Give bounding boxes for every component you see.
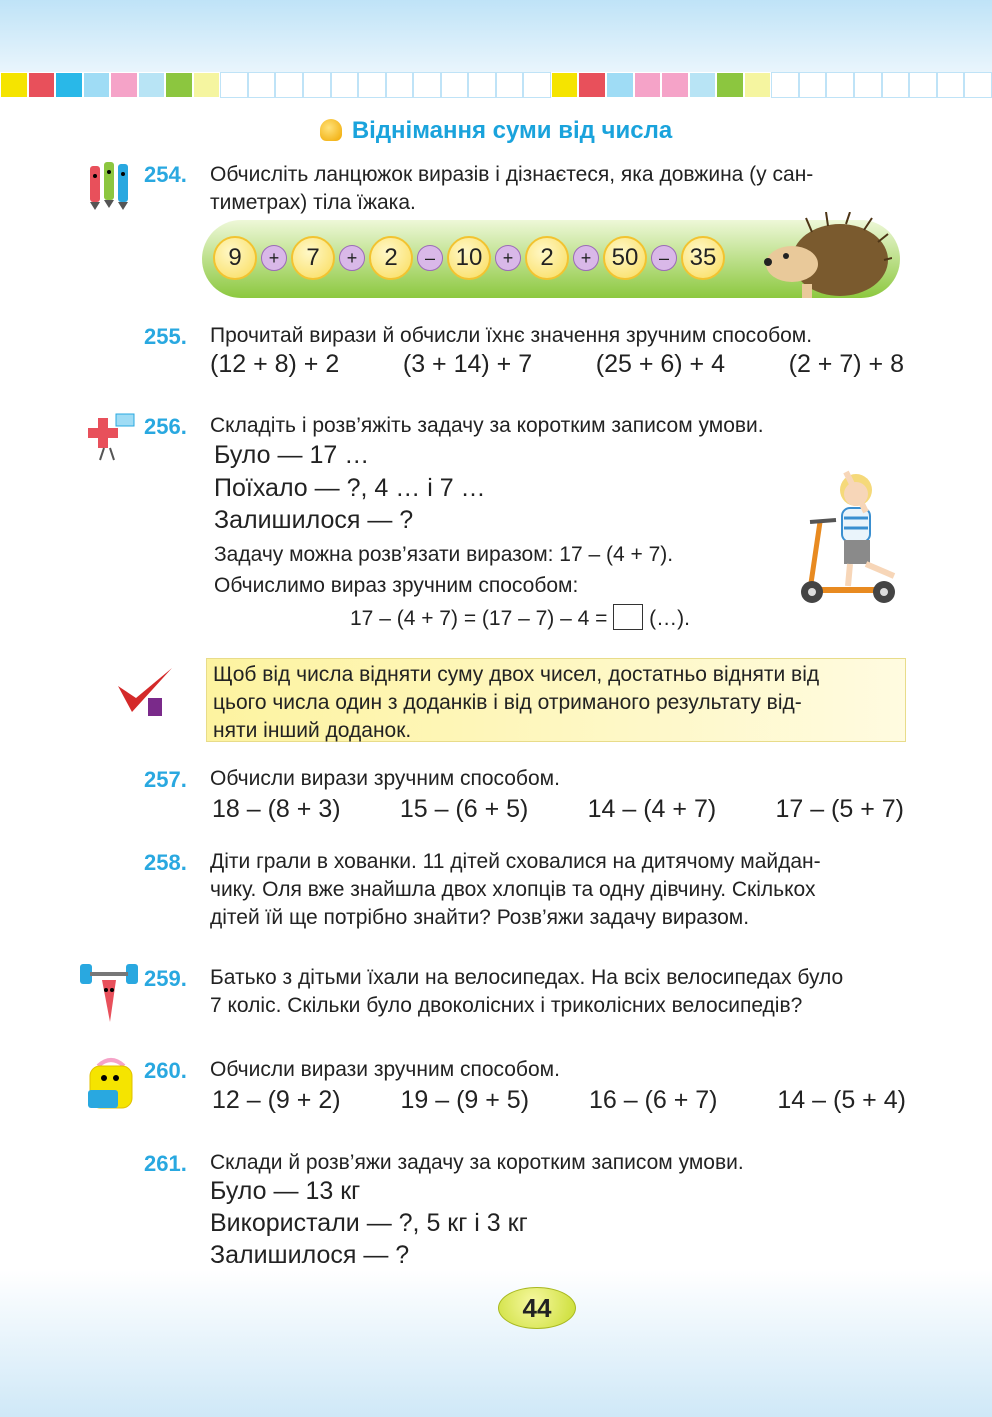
task-257-expressions xyxy=(212,795,904,824)
task-260-expressions xyxy=(212,1086,906,1115)
task-254-line1: Обчисліть ланцюжок виразів і дізнаєтеся, яка довжина (у сан- xyxy=(210,163,814,186)
checkmark-character-icon xyxy=(114,664,176,722)
strip-cell xyxy=(551,72,579,98)
strip-cell xyxy=(28,72,56,98)
expression: 14 – (4 + 7) xyxy=(587,795,717,823)
strip-cell xyxy=(165,72,193,98)
strip-cell xyxy=(193,72,221,98)
answer-box[interactable] xyxy=(613,604,643,630)
task-number-260: 260. xyxy=(144,1058,187,1083)
strip-cell xyxy=(275,72,303,98)
rule-line: Щоб від числа відняти суму двох чисел, достатньо відняти від xyxy=(213,663,820,686)
strip-cell xyxy=(55,72,83,98)
page-title: Віднімання суми від числа xyxy=(0,117,992,145)
plus-character-icon xyxy=(84,410,138,462)
task-number-255: 255. xyxy=(144,324,187,349)
chain-number: 10 xyxy=(447,236,491,280)
task-259-line1: Батько з дітьми їхали на велосипедах. На всіх велосипедах було xyxy=(210,966,844,989)
task-258-line2: чику. Оля вже знайшла двох хлопців та одну дівчину. Скількох xyxy=(210,878,816,901)
strip-cell xyxy=(248,72,276,98)
chain-operator: + xyxy=(495,245,521,271)
expression: (12 + 8) + 2 xyxy=(210,350,340,378)
chain-number: 35 xyxy=(681,236,725,280)
task-255-text: Прочитай вирази й обчисли їхнє значення зручним способом. xyxy=(210,324,813,347)
strip-cell xyxy=(110,72,138,98)
strip-cell xyxy=(634,72,662,98)
task-number-257: 257. xyxy=(144,767,187,792)
task-257-text: Обчисли вирази зручним способом. xyxy=(210,767,560,790)
task-256-text: Складіть і розв’яжіть задачу за коротким записом умови. xyxy=(210,414,764,437)
expression: 17 – (5 + 7) xyxy=(775,795,904,823)
strip-cell xyxy=(937,72,965,98)
expression: (25 + 6) + 4 xyxy=(595,350,725,378)
solution-hint: Задачу можна розв’язати виразом: 17 – (4 + 7). xyxy=(214,543,674,566)
solution-formula: 17 – (4 + 7) = (17 – 7) – 4 = (…). xyxy=(350,604,690,632)
rule-line: цього числа один з доданків і від отриманого результату від- xyxy=(213,691,802,714)
strip-cell xyxy=(220,72,248,98)
strip-cell xyxy=(716,72,744,98)
expression: 12 – (9 + 2) xyxy=(212,1086,341,1114)
expression-chain xyxy=(213,236,729,280)
strip-cell xyxy=(799,72,827,98)
condition-line: Було — 13 кг xyxy=(210,1177,361,1205)
condition-line: Було — 17 … xyxy=(214,441,370,469)
expression: 16 – (6 + 7) xyxy=(588,1086,718,1114)
chain-number: 2 xyxy=(369,236,413,280)
rule-line: няти інший доданок. xyxy=(213,719,412,742)
dumbbell-character-icon xyxy=(78,960,140,1026)
rule-box xyxy=(206,658,906,742)
strip-cell xyxy=(606,72,634,98)
strip-cell xyxy=(854,72,882,98)
pencils-icon xyxy=(86,160,140,212)
strip-cell xyxy=(523,72,551,98)
task-number-258: 258. xyxy=(144,850,187,875)
expression: 14 – (5 + 4) xyxy=(777,1086,906,1114)
strip-cell xyxy=(468,72,496,98)
expression: (2 + 7) + 8 xyxy=(788,350,904,378)
task-261-text: Склади й розв’яжи задачу за коротким записом умови. xyxy=(210,1151,744,1174)
strip-cell xyxy=(578,72,606,98)
chain-number: 9 xyxy=(213,236,257,280)
expression: 15 – (6 + 5) xyxy=(399,795,529,823)
chain-operator: + xyxy=(573,245,599,271)
expression: 18 – (8 + 3) xyxy=(212,795,341,823)
strip-cell xyxy=(689,72,717,98)
strip-cell xyxy=(331,72,359,98)
condition-line: Поїхало — ?, 4 … і 7 … xyxy=(214,474,486,502)
expression: (3 + 14) + 7 xyxy=(402,350,533,378)
condition-line: Використали — ?, 5 кг і 3 кг xyxy=(210,1209,528,1237)
chain-number: 2 xyxy=(525,236,569,280)
strip-cell xyxy=(882,72,910,98)
backpack-character-icon xyxy=(84,1056,138,1112)
solution-hint: Обчислимо вираз зручним способом: xyxy=(214,574,579,597)
task-254-line2: тиметрах) тіла їжака. xyxy=(210,191,416,214)
chain-operator: + xyxy=(261,245,287,271)
task-255-expressions xyxy=(210,350,904,379)
strip-cell xyxy=(496,72,524,98)
strip-cell xyxy=(0,72,28,98)
chain-operator: + xyxy=(339,245,365,271)
task-number-256: 256. xyxy=(144,414,187,439)
task-number-254: 254. xyxy=(144,162,187,187)
strip-cell xyxy=(441,72,469,98)
strip-cell xyxy=(826,72,854,98)
chain-operator: – xyxy=(651,245,677,271)
strip-cell xyxy=(964,72,992,98)
task-number-261: 261. xyxy=(144,1151,187,1176)
chain-number: 7 xyxy=(291,236,335,280)
hedgehog-icon xyxy=(762,212,892,302)
strip-cell xyxy=(138,72,166,98)
strip-cell xyxy=(386,72,414,98)
strip-cell xyxy=(771,72,799,98)
chain-number: 50 xyxy=(603,236,647,280)
chain-operator: – xyxy=(417,245,443,271)
boy-on-scooter-illustration xyxy=(796,468,912,608)
bell-icon xyxy=(320,119,342,141)
task-258-line1: Діти грали в хованки. 11 дітей сховалися на дитячому майдан- xyxy=(210,850,821,873)
condition-line: Залишилося — ? xyxy=(210,1241,410,1269)
strip-cell xyxy=(358,72,386,98)
strip-cell xyxy=(303,72,331,98)
strip-cell xyxy=(413,72,441,98)
task-260-text: Обчисли вирази зручним способом. xyxy=(210,1058,560,1081)
strip-cell xyxy=(909,72,937,98)
strip-cell xyxy=(744,72,772,98)
task-number-259: 259. xyxy=(144,966,187,991)
strip-cell xyxy=(83,72,111,98)
color-strip xyxy=(0,72,992,100)
expression: 19 – (9 + 5) xyxy=(400,1086,530,1114)
page-number: 44 xyxy=(498,1287,576,1329)
top-band xyxy=(0,0,992,72)
condition-line: Залишилося — ? xyxy=(214,506,414,534)
task-258-line3: дітей їй ще потрібно знайти? Розв’яжи задачу виразом. xyxy=(210,906,750,929)
strip-cell xyxy=(661,72,689,98)
task-259-line2: 7 коліс. Скільки було двоколісних і триколісних велосипедів? xyxy=(210,994,803,1017)
